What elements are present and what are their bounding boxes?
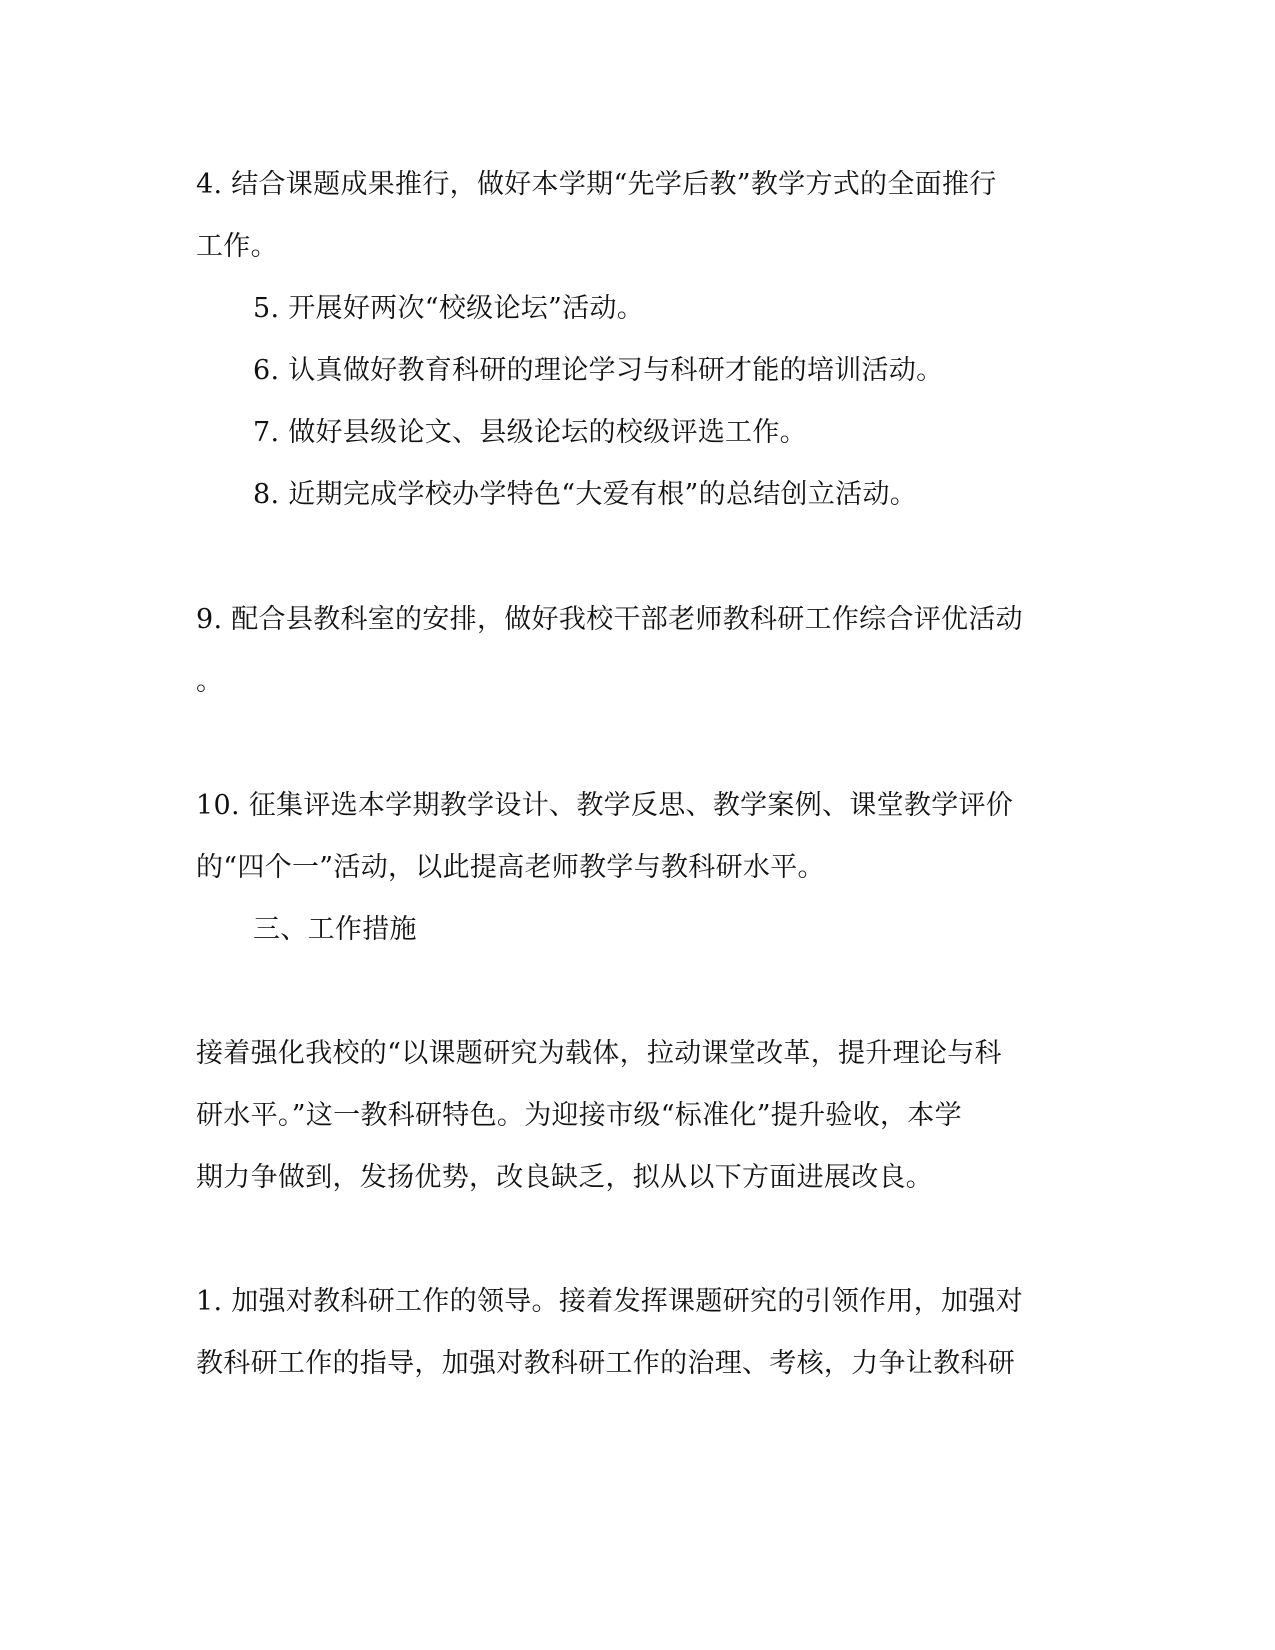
- paragraph-line: 。: [196, 666, 224, 697]
- section-heading: 三、工作措施: [253, 914, 417, 945]
- list-item: 7. 做好县级论文、县级论坛的校级评选工作。: [253, 417, 807, 448]
- list-item: 5. 开展好两次“校级论坛”活动。: [253, 293, 645, 324]
- paragraph-line: 教科研工作的指导，加强对教科研工作的治理、考核，力争让教科研: [196, 1348, 1015, 1379]
- paragraph-line: 9. 配合县教科室的安排，做好我校干部老师教科研工作综合评优活动: [196, 604, 1023, 635]
- paragraph-line: 1. 加强对教科研工作的领导。接着发挥课题研究的引领作用，加强对: [196, 1286, 1023, 1317]
- paragraph-line: 工作。: [196, 231, 278, 262]
- paragraph-line: 的“四个一”活动，以此提高老师教学与教科研水平。: [196, 852, 825, 883]
- paragraph-line: 4. 结合课题成果推行，做好本学期“先学后教”教学方式的全面推行: [196, 169, 997, 200]
- paragraph-line: 接着强化我校的“以课题研究为载体，拉动课堂改革，提升理论与科: [196, 1038, 1002, 1069]
- list-item: 6. 认真做好教育科研的理论学习与科研才能的培训活动。: [253, 355, 944, 386]
- list-item: 8. 近期完成学校办学特色“大爱有根”的总结创立活动。: [253, 479, 918, 510]
- paragraph-line: 10. 征集评选本学期教学设计、教学反思、教学案例、课堂教学评价: [196, 790, 1014, 821]
- paragraph-line: 研水平。”这一教科研特色。为迎接市级“标准化”提升验收，本学: [196, 1100, 962, 1131]
- paragraph-line: 期力争做到，发扬优势，改良缺乏，拟从以下方面进展改良。: [196, 1162, 934, 1193]
